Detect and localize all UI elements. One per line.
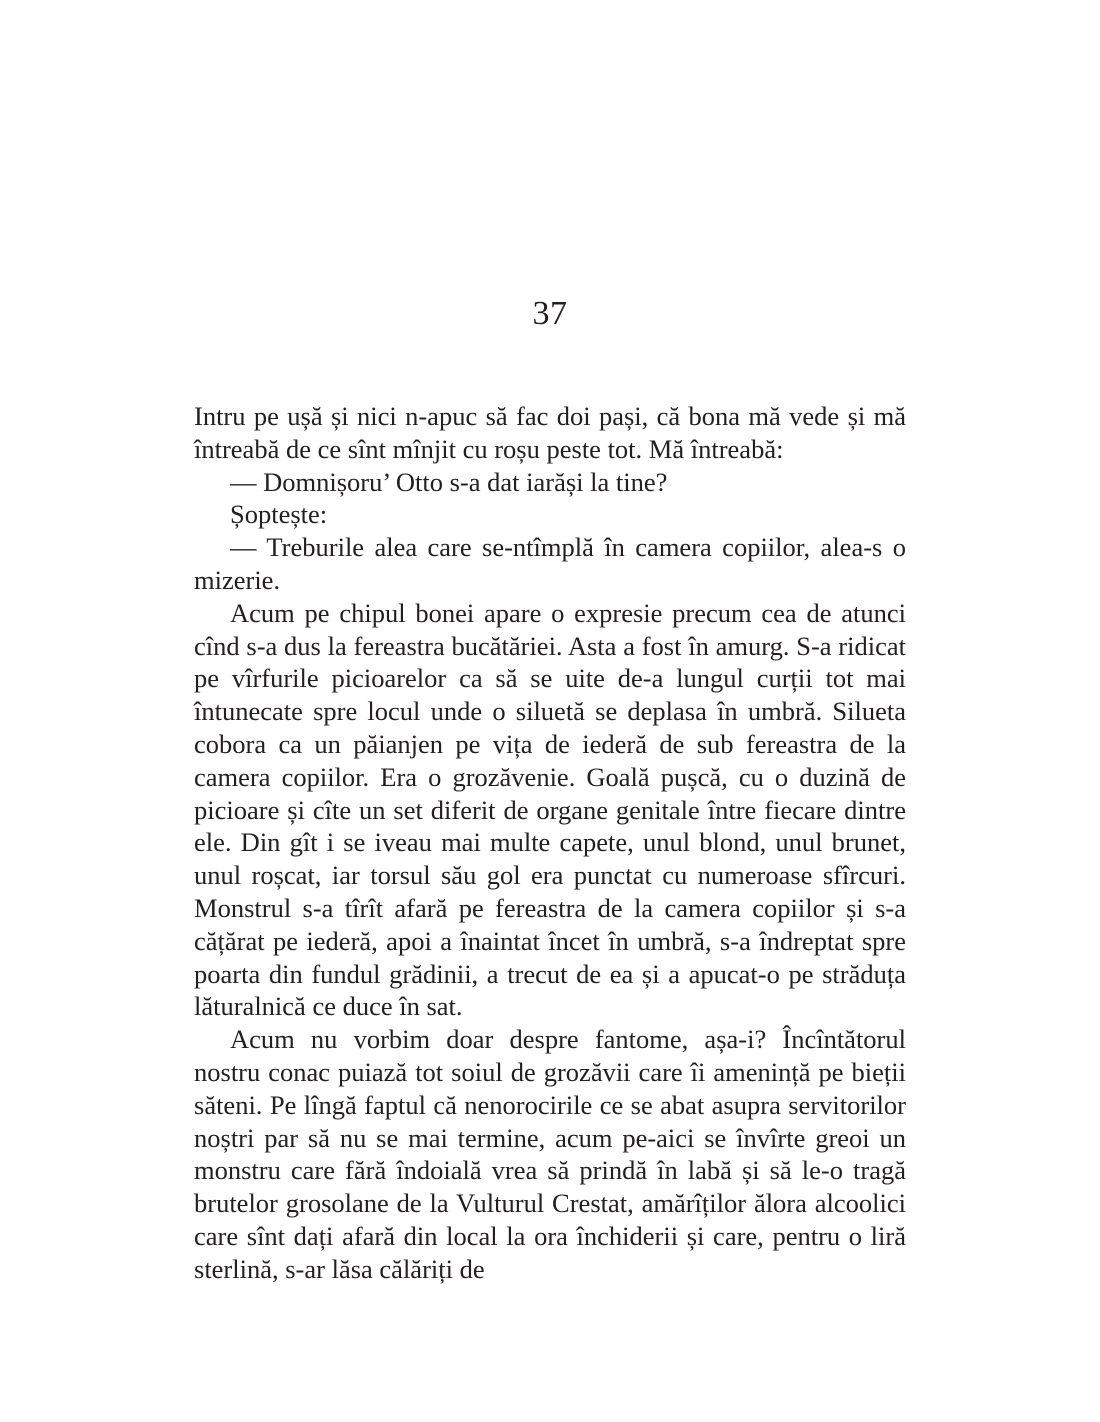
dialogue-line-2: — Treburile alea care se-ntîmplă în camera copiilor, alea-s o mizerie. [194, 532, 906, 595]
paragraph-4: Acum nu vorbim doar despre fantome, așa-i? Încîntătorul nostru conac puiază tot soiul de grozăvii care îi amenință pe bieții săteni. Pe lîngă faptul că nenorocirile ce se abat asupra servitorilor noștri par să nu se mai termine, acum pe-aici se învîrte greoi un monstru care fără îndoială vrea să prindă în labă și să le-o tragă brutelor grosolane de la Vulturul Crestat, amărîților ălora alcoolici care sînt dați afară din local la ora închiderii și care, pentru o liră sterlină, s-ar lăsa călăriți de [194, 1024, 906, 1284]
dialogue-line-1: — Domnișoru’ Otto s-a dat iarăși la tine? [230, 466, 668, 497]
body-text [194, 400, 906, 1286]
paragraph-3: Acum pe chipul bonei apare o expresie precum cea de atunci cînd s-a dus la fereastra bucătăriei. Asta a fost în amurg. S-a ridicat pe vîrfurile picioarelor ca să se uite de-a lungul curții tot mai întunecate spre locul unde o siluetă se deplasa în umbră. Silueta cobora ca un păianjen pe vița de iederă de sub fereastra de la camera copiilor. Era o grozăvenie. Goală pușcă, cu o duzină de picioare și cîte un set diferit de organe genitale între fiecare dintre ele. Din gît i se iveau mai multe capete, unul blond, unul brunet, unul roșcat, iar torsul său gol era punctat cu numeroase sfîrcuri. Monstrul s-a tîrît afară pe fereastra de la camera copiilor și s-a cățărat pe iederă, apoi a înaintat încet în umbră, s-a îndreptat spre poarta din fundul grădinii, a trecut de ea și a apucat-o pe străduța lăturalnică ce duce în sat. [194, 597, 906, 1022]
chapter-number: 37 [532, 295, 568, 332]
paragraph-2: Șoptește: [230, 499, 328, 530]
paragraph-1: Intru pe ușă și nici n-apuc să fac doi pași, că bona mă vede și mă întreabă de ce sînt mînjit cu roșu peste tot. Mă întreabă: [194, 401, 906, 464]
